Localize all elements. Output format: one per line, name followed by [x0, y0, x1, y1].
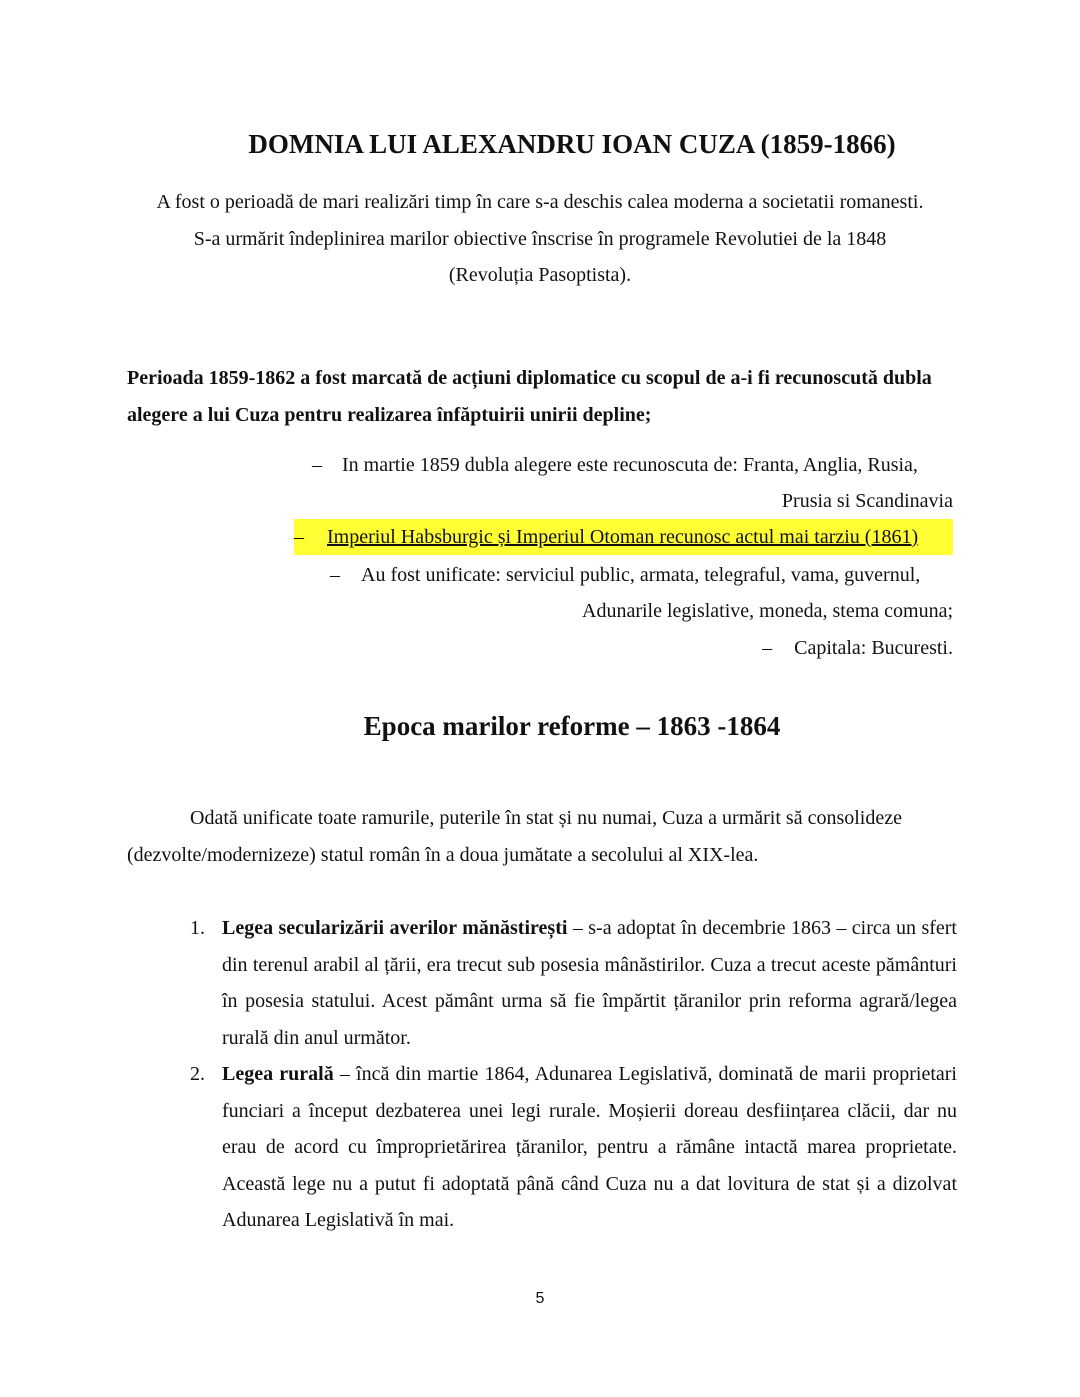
intro-line: (Revoluția Pasoptista). [448, 264, 632, 286]
bullet-continuation: Adunarile legislative, moneda, stema comuna; [582, 600, 953, 622]
bullet-text: Capitala: Bucuresti. [794, 637, 953, 659]
period-paragraph: Perioada 1859-1862 a fost marcată de acțiuni diplomatice cu scopul de a-i fi recunoscută dubla alegere a lui Cuza pentru realizarea înfăptuirii unirii depline; [127, 367, 932, 426]
reforms-list [190, 910, 957, 1239]
page-title: DOMNIA LUI ALEXANDRU IOAN CUZA (1859-1866) [248, 129, 896, 159]
list-item [190, 910, 957, 1056]
list-item [190, 1056, 957, 1239]
list-item-text: – s-a adoptat în decembrie 1863 – circa un sfert din terenul arabil al țării, era trecut sub posesia mânăstirilor. Cuza a trecut aceste pământuri în posesia statului. Acest pământ urma să fie împărtit țăranilor prin reforma agrară/legea rurală din anul următor. [222, 917, 957, 1049]
list-item-text: – încă din martie 1864, Adunarea Legislativă, dominată de marii proprietari funciari a început dezbaterea unei legi rurale. Moșierii doreau desființarea clăcii, dar nu erau de acord cu împroprietărirea țăranilor, pentru a rămâne intactă marea proprietate. Această lege nu a putut fi adoptată până când Cuza nu a dat lovitura de stat și a dizolvat Adunarea Legislativă în mai. [222, 1063, 957, 1231]
bullet-item [312, 447, 918, 483]
page-number: 5 [535, 1290, 545, 1307]
bullet-dash: – [294, 526, 304, 548]
highlighted-bullet-item [294, 519, 953, 555]
intro-paragraph [90, 184, 990, 294]
list-item-term: Legea rurală [222, 1063, 334, 1085]
section-heading: Epoca marilor reforme – 1863 -1864 [363, 711, 781, 741]
bullet-dash: – [312, 454, 322, 476]
list-number: 1. [190, 917, 205, 939]
list-number: 2. [190, 1063, 205, 1085]
bullet-dash: – [762, 637, 773, 659]
intro-line: A fost o perioadă de mari realizări timp în care s-a deschis calea moderna a societatii romanesti. [156, 191, 924, 213]
reforms-paragraph: Odată unificate toate ramurile, puterile în stat și nu numai, Cuza a urmărit să consolideze (dezvolte/modernizeze) statul român în a doua jumătate a secolului al XIX-lea. [127, 807, 902, 866]
bullet-text: In martie 1859 dubla alegere este recunoscuta de: Franta, Anglia, Rusia, [342, 454, 918, 476]
bullet-item [330, 557, 920, 593]
bullet-dash: – [330, 564, 340, 586]
bullet-item [762, 630, 953, 666]
list-item-term: Legea secularizării averilor mănăstirești [222, 917, 568, 939]
bullet-text: Imperiul Habsburgic și Imperiul Otoman recunosc actul mai tarziu (1861) [327, 526, 919, 548]
bullet-text: Au fost unificate: serviciul public, armata, telegraful, vama, guvernul, [361, 564, 921, 586]
intro-line: S-a urmărit îndeplinirea marilor obiective înscrise în programele Revolutiei de la 1848 [193, 227, 887, 250]
bullet-continuation: Prusia si Scandinavia [781, 490, 953, 512]
